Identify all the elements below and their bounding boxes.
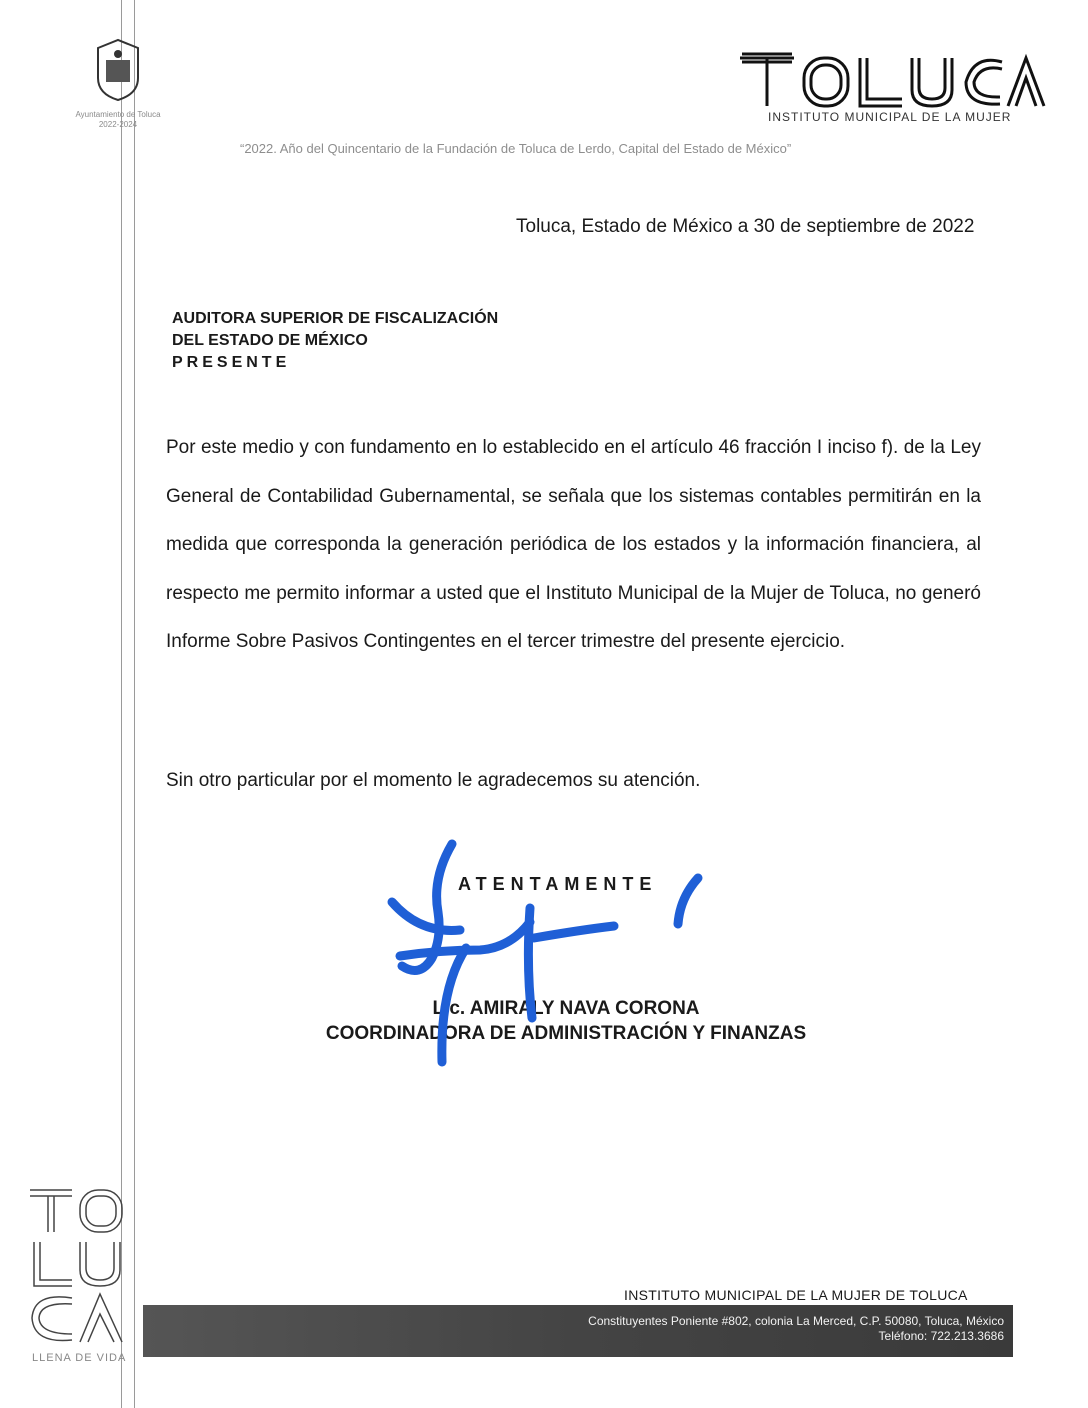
signer-title: COORDINADORA DE ADMINISTRACIÓN Y FINANZAS [325, 1023, 807, 1044]
crest-caption: Ayuntamiento de Toluca 2022-2024 [75, 110, 161, 129]
margin-line [134, 0, 135, 1408]
handwritten-signature [380, 838, 710, 1068]
footer-phone: Teléfono: 722.213.3686 [878, 1329, 1004, 1343]
footer-address: Constituyentes Poniente #802, colonia La Merced, C.P. 50080, Toluca, México [588, 1314, 1004, 1328]
sign-off: ATENTAMENTE [458, 874, 658, 894]
letter-body: Por este medio y con fundamento en lo establecido en el artículo 46 fracción I inciso f). de la Ley General de Contabilidad Gubernamental, se señala que los sistemas contables permitirán en la medida que corresponda la generación periódica de los estados y la información financiera, al respecto me permito informar a usted que el Instituto Municipal de la Mujer de Toluca, no generó Informe Sobre Pasivos Contingentes en el tercer trimestre del presente ejercicio. [166, 437, 981, 652]
recipient-line: PRESENTE [172, 354, 291, 371]
recipient-line: AUDITORA SUPERIOR DE FISCALIZACIÓN [172, 310, 499, 327]
recipient-line: DEL ESTADO DE MÉXICO [172, 332, 368, 349]
date-line: Toluca, Estado de México a 30 de septiembre de 2022 [516, 216, 975, 237]
coat-of-arms-icon [92, 38, 144, 102]
closing-line: Sin otro particular por el momento le agradecemos su atención. [166, 770, 701, 791]
footer-toluca-logo [26, 1182, 126, 1352]
recipient-block [172, 308, 498, 374]
footer-tagline: LLENA DE VIDA [32, 1352, 127, 1364]
logo-subtitle: INSTITUTO MUNICIPAL DE LA MUJER [768, 110, 1012, 124]
footer-contact [588, 1314, 1004, 1344]
signer-name: Lic. AMIRALY NAVA CORONA [432, 998, 700, 1019]
year-motto: “2022. Año del Quincentario de la Fundación de Toluca de Lerdo, Capital del Estado de México” [240, 141, 792, 156]
footer-org-name: INSTITUTO MUNICIPAL DE LA MUJER DE TOLUCA [624, 1287, 968, 1303]
